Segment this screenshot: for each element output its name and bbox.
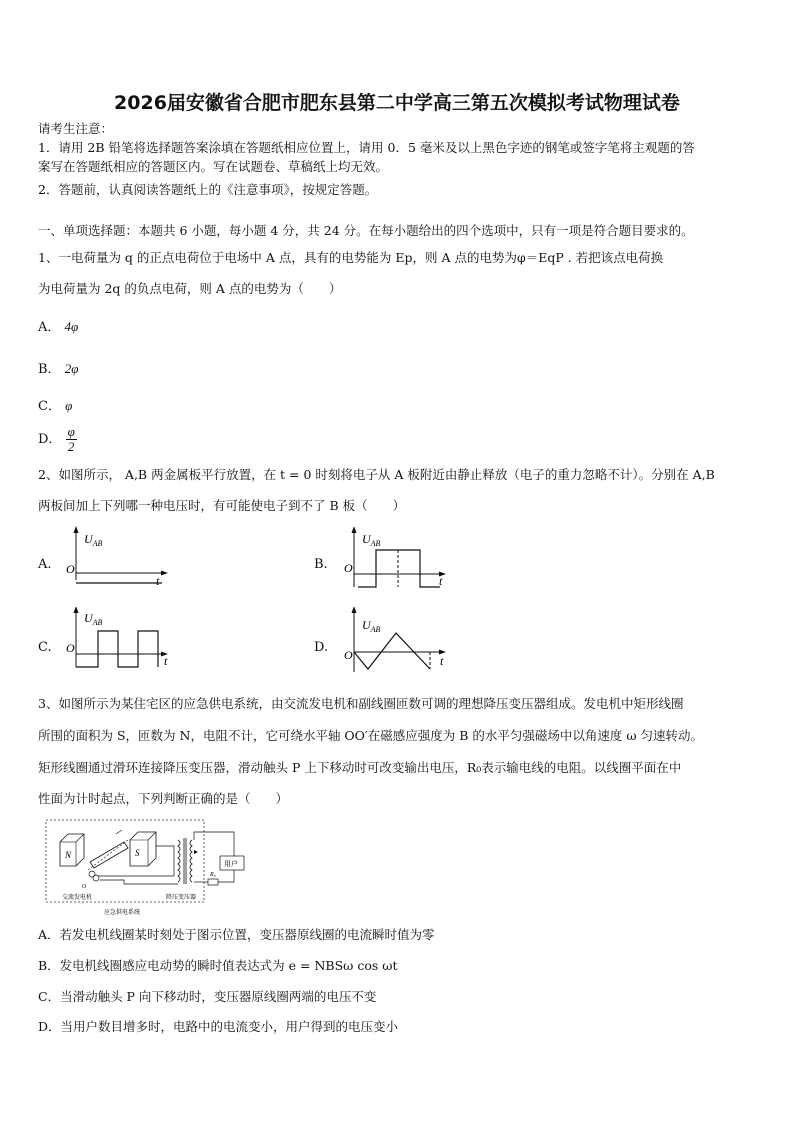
axis-u: U xyxy=(84,532,93,546)
axis-u: U xyxy=(84,611,93,625)
option-value: 2φ xyxy=(64,361,79,376)
option-label: C． xyxy=(38,399,61,414)
axis-sub: AB xyxy=(92,539,103,548)
axis-sub: AB xyxy=(370,539,381,548)
section-heading: 一、单项选择题：本题共 6 小题，每小题 4 分，共 24 分。在每小题给出的四个选项中，只有一项是符合题目要求的。 xyxy=(38,223,694,238)
origin-label: O xyxy=(344,648,353,662)
transformer-label: 降压变压器 xyxy=(166,895,197,901)
option-label: B． xyxy=(38,362,61,377)
q2-graph-b xyxy=(334,527,454,592)
q3-stem-line2: 所围的面积为 S，匝数为 N，电阻不计，它可绕水平轴 OO′在磁感应强度为 B 的水平匀强磁场中以角速度 ω 匀速转动。 xyxy=(38,728,704,743)
svg-text:UAB xyxy=(362,532,381,548)
q1-option-d xyxy=(38,425,77,454)
secondary-coil xyxy=(190,840,192,882)
slider-p xyxy=(194,850,198,854)
r0-label: R₀ xyxy=(210,872,216,878)
option-label: A． xyxy=(38,320,61,335)
fraction-numerator: φ xyxy=(67,424,75,439)
magnet-n-label: N xyxy=(65,850,72,860)
magnet-n xyxy=(60,834,84,866)
svg-text:UAB xyxy=(84,532,103,548)
notice-line-2: 2．答题前，认真阅读答题纸上的《注意事项》，按规定答题。 xyxy=(38,182,378,197)
origin-label: O xyxy=(344,561,353,575)
notice-line-1a: 1．请用 2B 铅笔将选择题答案涂填在答题纸相应位置上，请用 0．5 毫米及以上黑色字迹的钢笔或签字笔将主观题的答 xyxy=(38,140,695,155)
option-value: φ xyxy=(65,398,73,413)
q1-option-a xyxy=(38,316,78,335)
q3-stem-line4: 性面为计时起点，下列判断正确的是（ ） xyxy=(38,791,289,806)
q2-graph-d xyxy=(334,607,454,672)
notice-heading: 请考生注意： xyxy=(38,121,114,136)
q3-option-d: D．当用户数目增多时，电路中的电流变小，用户得到的电压变小 xyxy=(38,1019,399,1034)
q2-option-d-label: D. xyxy=(314,640,329,655)
page-title: 2026届安徽省合肥市肥东县第二中学高三第五次模拟考试物理试卷 xyxy=(114,92,680,114)
t-label: t xyxy=(439,574,443,588)
q1-stem-line1: 1、一电荷量为 q 的正点电荷位于电场中 A 点，具有的电势能为 Ep，则 A 点的电势为φ＝EqP . 若把该点电荷换 xyxy=(38,250,664,265)
q2-graph-c xyxy=(60,607,180,672)
user-label: 用户 xyxy=(224,860,238,868)
notice-line-1b: 案写在答题纸相应的答题区内。写在试题卷、草稿纸上均无效。 xyxy=(38,159,389,174)
svg-text:UAB xyxy=(362,618,381,634)
t-label: t xyxy=(440,654,444,668)
q2-option-c-label: C. xyxy=(38,640,52,655)
q1-option-b xyxy=(38,358,78,377)
option-fraction xyxy=(66,425,77,454)
magnet-s xyxy=(130,832,156,866)
q1-stem-line2: 为电荷量为 2q 的负点电荷，则 A 点的电势为（ ） xyxy=(38,281,342,296)
svg-text:O: O xyxy=(82,884,87,890)
q2-option-b-label: B. xyxy=(314,557,328,572)
q2-graph-a xyxy=(60,525,180,590)
origin-label: O xyxy=(66,562,75,576)
q3-option-a: A．若发电机线圈某时刻处于图示位置，变压器原线圈的电流瞬时值为零 xyxy=(38,927,435,942)
axis-sub: AB xyxy=(92,618,103,627)
axis-u: U xyxy=(362,618,371,632)
axis-sub: AB xyxy=(370,625,381,634)
svg-text:UAB xyxy=(84,611,103,627)
primary-coil xyxy=(178,840,180,882)
option-value: 4φ xyxy=(64,319,79,334)
fraction-denominator: 2 xyxy=(67,439,75,454)
q2-stem-line2: 两板间加上下列哪一种电压时，有可能使电子到不了 B 板（ ） xyxy=(38,498,406,513)
q3-option-c: C．当滑动触头 P 向下移动时，变压器原线圈两端的电压不变 xyxy=(38,989,377,1004)
axis-u: U xyxy=(362,532,371,546)
generator-label: 交流发电机 xyxy=(62,895,93,901)
q3-stem-line1: 3、如图所示为某住宅区的应急供电系统，由交流发电机和副线圈匝数可调的理想降压变压器组成。发电机中矩形线圈 xyxy=(38,696,684,711)
system-label: 应急供电系统 xyxy=(104,910,141,916)
origin-label: O xyxy=(66,641,75,655)
q1-option-c xyxy=(38,395,72,414)
magnet-s-label: S xyxy=(135,848,140,858)
t-label: t xyxy=(164,654,168,668)
q3-circuit-figure xyxy=(44,818,256,918)
resistor-r0 xyxy=(208,879,218,885)
q3-stem-line3: 矩形线圈通过滑环连接降压变压器，滑动触头 P 上下移动时可改变输出电压，R₀表示输电线的电阻。以线圈平面在中 xyxy=(38,760,682,775)
q2-option-a-label: A. xyxy=(38,557,52,572)
q2-stem-line1: 2、如图所示， A,B 两金属板平行放置，在 t = 0 时刻将电子从 A 板附近由静止释放（电子的重力忽略不计）。分别在 A,B xyxy=(38,467,715,482)
q3-option-b: B．发电机线圈感应电动势的瞬时值表达式为 e = NBSω cos ωt xyxy=(38,958,398,973)
option-label: D． xyxy=(38,432,62,447)
t-label: t xyxy=(156,574,160,588)
